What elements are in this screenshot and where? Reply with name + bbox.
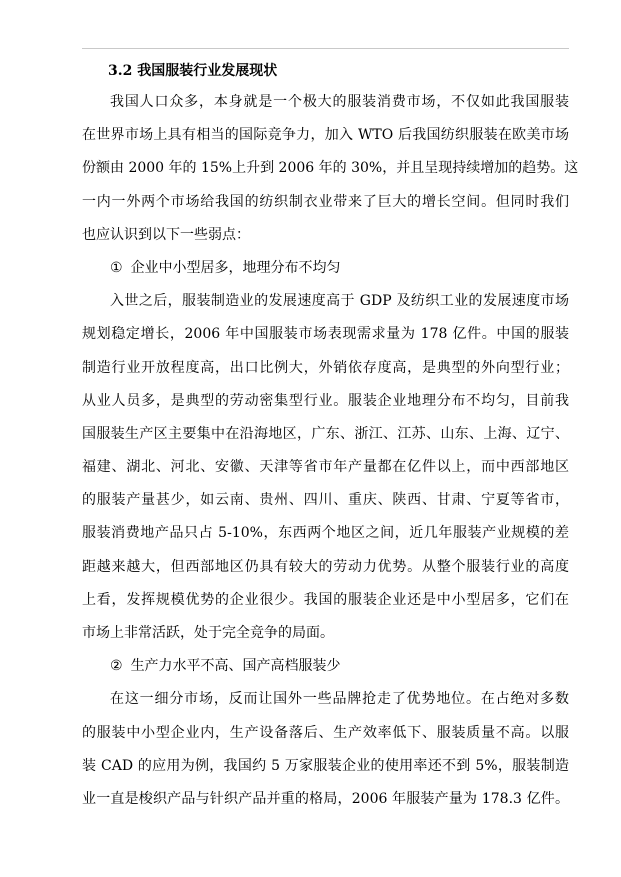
section-heading <box>108 56 569 86</box>
paragraph-line: 在世界市场上具有相当的国际竞争力，加入 WTO 后我国纺织服装在欧美市场 <box>82 127 569 144</box>
paragraph-line: 入世之后，服装制造业的发展速度高于 GDP 及纺织工业的发展速度市场 <box>110 293 569 310</box>
subheading-title: 企业中小型居多，地理分布不均匀 <box>130 259 341 276</box>
subheading-title: 生产力水平不高、国产高档服装少 <box>130 658 341 675</box>
subheading-weakness-2 <box>82 650 569 683</box>
paragraph-line: 上看，发挥规模优势的企业很少。我国的服装企业还是中小型居多，它们在 <box>82 591 569 608</box>
header-rule <box>82 48 569 49</box>
list-marker: ② <box>110 658 123 675</box>
paragraph-line: 装 CAD 的应用为例，我国约 5 万家服装企业的使用率还不到 5%，服装制造 <box>82 757 569 774</box>
paragraph-line: 份额由 2000 年的 15%上升到 2006 年的 30%，并且呈现持续增加的趋势。这 <box>82 160 579 177</box>
paragraph-line: 制造行业开放程度高，出口比例大，外销依存度高，是典型的外向型行业； <box>82 359 569 376</box>
section-title: 我国服装行业发展现状 <box>137 63 278 79</box>
paragraph-line: 的服装中小型企业内，生产设备落后、生产效率低下、服装质量不高。以服 <box>82 724 569 741</box>
paragraph-line: 我国人口众多，本身就是一个极大的服装消费市场，不仅如此我国服装 <box>110 94 569 110</box>
paragraph-market-overview <box>82 86 579 252</box>
paragraph-line: 市场上非常活跃，处于完全竞争的局面。 <box>82 625 334 641</box>
paragraph-line: 距越来越大，但西部地区仍具有较大的劳动力优势。从整个服装行业的高度 <box>82 558 569 575</box>
paragraph-line: 规划稳定增长，2006 年中国服装市场表现需求量为 178 亿件。中国的服装 <box>82 326 569 343</box>
paragraph-line: 一内一外两个市场给我国的纺织制衣业带来了巨大的增长空间。但同时我们 <box>82 193 569 210</box>
paragraph-line: 服装消费地产品只占 5-10%，东西两个地区之间，近几年服装产业规模的差 <box>82 525 569 542</box>
list-marker: ① <box>110 259 123 276</box>
subheading-weakness-1 <box>82 252 569 285</box>
paragraph-enterprise-distribution <box>82 285 569 650</box>
paragraph-line: 从业人员多，是典型的劳动密集型行业。服装企业地理分布不均匀，目前我 <box>82 392 569 409</box>
paragraph-line: 在这一细分市场，反而让国外一些品牌抢走了优势地位。在占绝对多数 <box>110 691 569 708</box>
paragraph-line: 业一直是梭织产品与针织产品并重的格局，2006 年服装产量为 178.3 亿件。 <box>82 790 569 807</box>
paragraph-line: 国服装生产区主要集中在沿海地区，广东、浙江、江苏、山东、上海、辽宁、 <box>82 425 569 442</box>
paragraph-line: 福建、湖北、河北、安徽、天津等省市年产量都在亿件以上，而中西部地区 <box>82 459 569 476</box>
paragraph-productivity <box>82 683 569 816</box>
document-page <box>82 56 579 816</box>
paragraph-line: 也应认识到以下一些弱点： <box>82 226 250 243</box>
paragraph-line: 的服装产量甚少，如云南、贵州、四川、重庆、陕西、甘肃、宁夏等省市， <box>82 492 569 509</box>
section-number: 3.2 <box>108 63 133 79</box>
